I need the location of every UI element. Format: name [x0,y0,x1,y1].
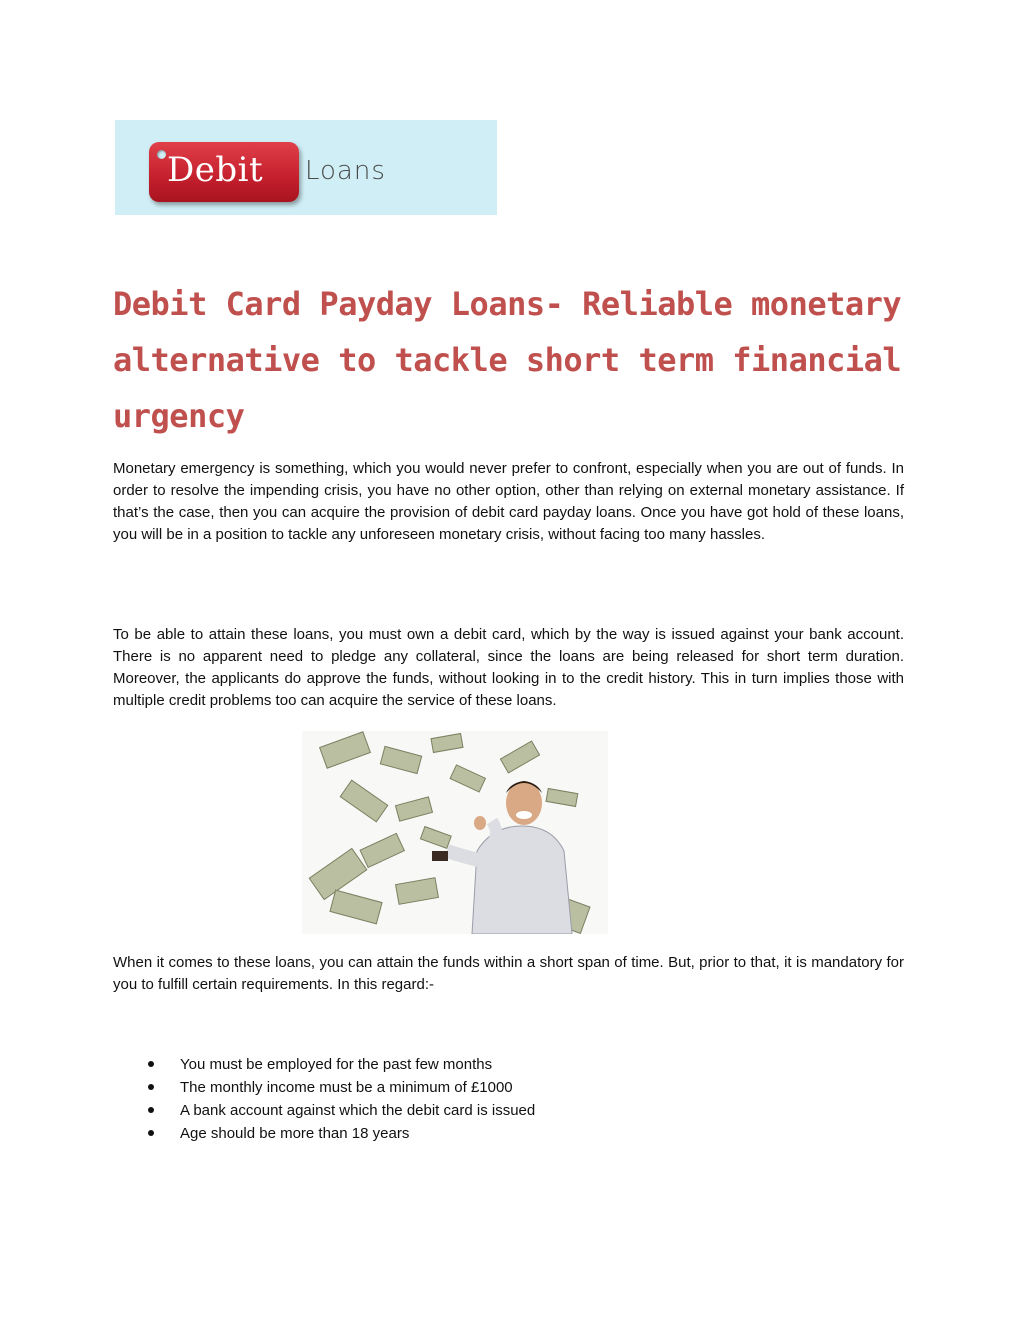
list-item-text: The monthly income must be a minimum of £1000 [180,1079,513,1096]
bullet-icon [148,1061,154,1067]
bullet-icon [148,1130,154,1136]
requirements-list [148,1053,535,1145]
bullet-icon [148,1107,154,1113]
logo-word-debit: Debit [167,150,264,190]
logo-tag-shape [149,142,299,202]
list-item-text: You must be employed for the past few months [180,1056,493,1073]
man-with-flying-money-illustration [302,731,608,934]
logo-tag-hole [157,150,166,159]
logo-word-loans: Loans [305,156,386,186]
list-item [148,1099,535,1122]
intro-paragraph: Monetary emergency is something, which you would never prefer to confront, especially when you are out of funds. In order to resolve the impending crisis, you have no other option, other than relying on external monetary assistance. If that’s the case, then you can acquire the provision of debit card payday loans. Once you have got hold of these loans, you will be in a position to tackle any unforeseen monetary crisis, without facing too many hassles. [113,460,904,543]
requirements-intro-paragraph: When it comes to these loans, you can attain the funds within a short span of time. But, prior to that, it is mandatory for you to fulfill certain requirements. In this regard:- [113,954,904,993]
list-item-text: A bank account against which the debit card is issued [180,1102,536,1119]
list-item [148,1122,535,1145]
bullet-icon [148,1084,154,1090]
money-photo [302,731,608,934]
debit-loans-logo [115,120,497,215]
page-title: Debit Card Payday Loans- Reliable monetary alternative to tackle short term financial urgency [113,285,902,435]
list-item [148,1053,535,1076]
eligibility-paragraph: To be able to attain these loans, you must own a debit card, which by the way is issued against your bank account. There is no apparent need to pledge any collateral, since the loans are being released for short term duration. Moreover, the applicants do approve the funds, without looking in to the credit history. This in turn implies those with multiple credit problems too can acquire the service of these loans. [113,626,904,709]
list-item [148,1076,535,1099]
list-item-text: Age should be more than 18 years [180,1125,410,1142]
